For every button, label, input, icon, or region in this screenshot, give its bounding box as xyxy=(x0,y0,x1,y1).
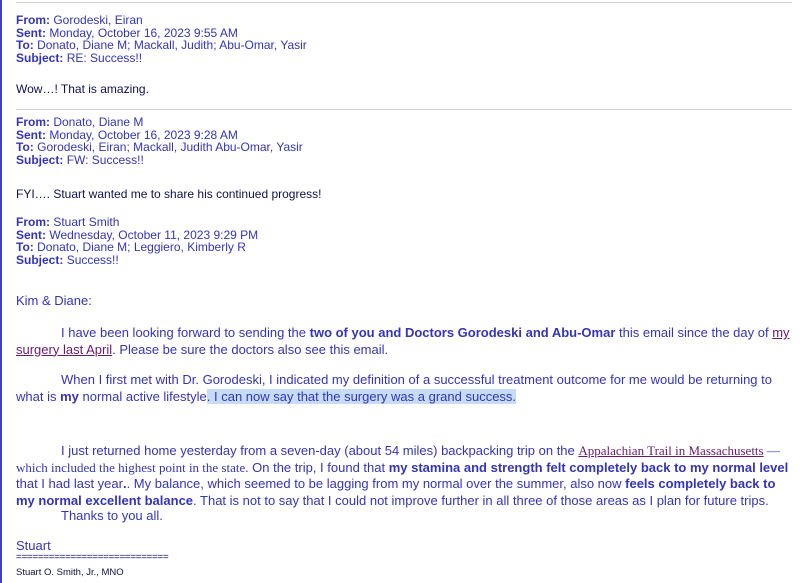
signature-name: Stuart O. Smith, Jr., MNO xyxy=(16,567,124,578)
highlighted-text[interactable]: . I can now say that the surgery was a grand success. xyxy=(206,388,517,404)
closing-name: Stuart xyxy=(16,538,51,553)
to-label: To: xyxy=(16,140,34,155)
divider xyxy=(16,109,792,110)
p3-text: — which included the highest point in the state. xyxy=(16,443,780,475)
p2-bold: my xyxy=(60,388,79,404)
email-header-1 xyxy=(16,14,790,64)
to-row xyxy=(16,241,790,254)
paragraph-2 xyxy=(16,372,790,405)
p3-bold: feels completely back to my normal excellent balance xyxy=(16,476,776,508)
paragraph-3: I just returned home yesterday from a seven-day (about 54 miles) backpacking trip on the Appalachian Trail in Massachusetts — which included the highest point in the state. On the trip, I found that my stamina and strength felt completely back to my normal level that I had last year.. My balance, which seemed to be lagging from my normal over the summer, also now feels completely back to my normal excellent balance. That is not to say that I could not improve further in all three of those areas as I plan for future trips. xyxy=(16,443,789,508)
from-value[interactable]: Donato, Diane M xyxy=(53,115,144,129)
appalachian-trail-link[interactable]: Appalachian Trail in Massachusetts xyxy=(578,443,764,458)
p3-text: . That is not to say that I could not improve further in all three of those areas as I plan for future trips. xyxy=(193,492,769,508)
p1-text: this email since the day of xyxy=(615,325,773,340)
greeting: Kim & Diane: xyxy=(16,293,92,308)
subject-value: Success!! xyxy=(66,252,119,267)
sent-label: Sent: xyxy=(16,127,46,142)
email-body-2: FYI…. Stuart wanted me to share his continued progress! xyxy=(16,187,322,201)
from-label: From: xyxy=(16,215,50,229)
subject-row xyxy=(16,254,790,267)
sent-value: Wednesday, October 11, 2023 9:29 PM xyxy=(49,227,259,242)
sent-value: Monday, October 16, 2023 9:28 AM xyxy=(49,127,238,142)
email-body-1: Wow…! That is amazing. xyxy=(16,82,149,96)
subject-row xyxy=(16,52,790,65)
sent-value: Monday, October 16, 2023 9:55 AM xyxy=(49,25,238,40)
p3-text: On the trip, I found that xyxy=(248,459,389,475)
to-value[interactable]: Donato, Diane M; Leggiero, Kimberly R xyxy=(37,240,246,255)
to-value[interactable]: Gorodeski, Eiran; Mackall, Judith Abu-Omar, Yasir xyxy=(37,140,303,155)
subject-label: Subject: xyxy=(16,152,64,167)
p1-text: I have been looking forward to sending the xyxy=(61,325,310,340)
p1-bold: two of you and Doctors Gorodeski and Abu-Omar xyxy=(309,325,616,340)
subject-value: FW: Success!! xyxy=(66,152,144,167)
to-label: To: xyxy=(16,240,34,255)
subject-label: Subject: xyxy=(16,50,64,65)
sent-label: Sent: xyxy=(16,227,46,242)
surgery-link[interactable]: my surgery last April xyxy=(16,325,790,357)
signature-rule: ============================ xyxy=(16,552,169,563)
p3-text: I just returned home yesterday from a seven-day (about 54 miles) backpacking trip on the xyxy=(61,443,579,458)
subject-label: Subject: xyxy=(16,252,64,267)
p3-bold: my stamina and strength felt completely back to my normal level xyxy=(388,459,789,475)
to-value[interactable]: Donato, Diane M; Mackall, Judith; Abu-Omar, Yasir xyxy=(37,38,307,53)
paragraph-1 xyxy=(16,325,790,358)
from-value[interactable]: Stuart Smith xyxy=(53,215,120,229)
p3-text: that I had last year xyxy=(16,476,123,492)
p3-text: . My balance, which seemed to be lagging from my normal over the summer, also now xyxy=(126,476,626,492)
from-label: From: xyxy=(16,13,50,27)
sent-label: Sent: xyxy=(16,25,46,40)
subject-row xyxy=(16,154,790,167)
subject-value: RE: Success!! xyxy=(66,50,143,65)
p1-text: . Please be sure the doctors also see this email. xyxy=(112,341,389,357)
email-header-2 xyxy=(16,116,790,166)
divider xyxy=(16,2,792,3)
p2-text: When I first met with Dr. Gorodeski, I indicated my definition of a successful treatment outcome for me would be returning to what is xyxy=(16,372,772,404)
from-label: From: xyxy=(16,115,50,129)
thanks-line: Thanks to you all. xyxy=(61,508,163,523)
p2-text: normal active lifestyle xyxy=(78,388,207,404)
to-label: To: xyxy=(16,38,34,53)
email-header-3 xyxy=(16,216,790,266)
from-value[interactable]: Gorodeski, Eiran xyxy=(53,13,143,27)
